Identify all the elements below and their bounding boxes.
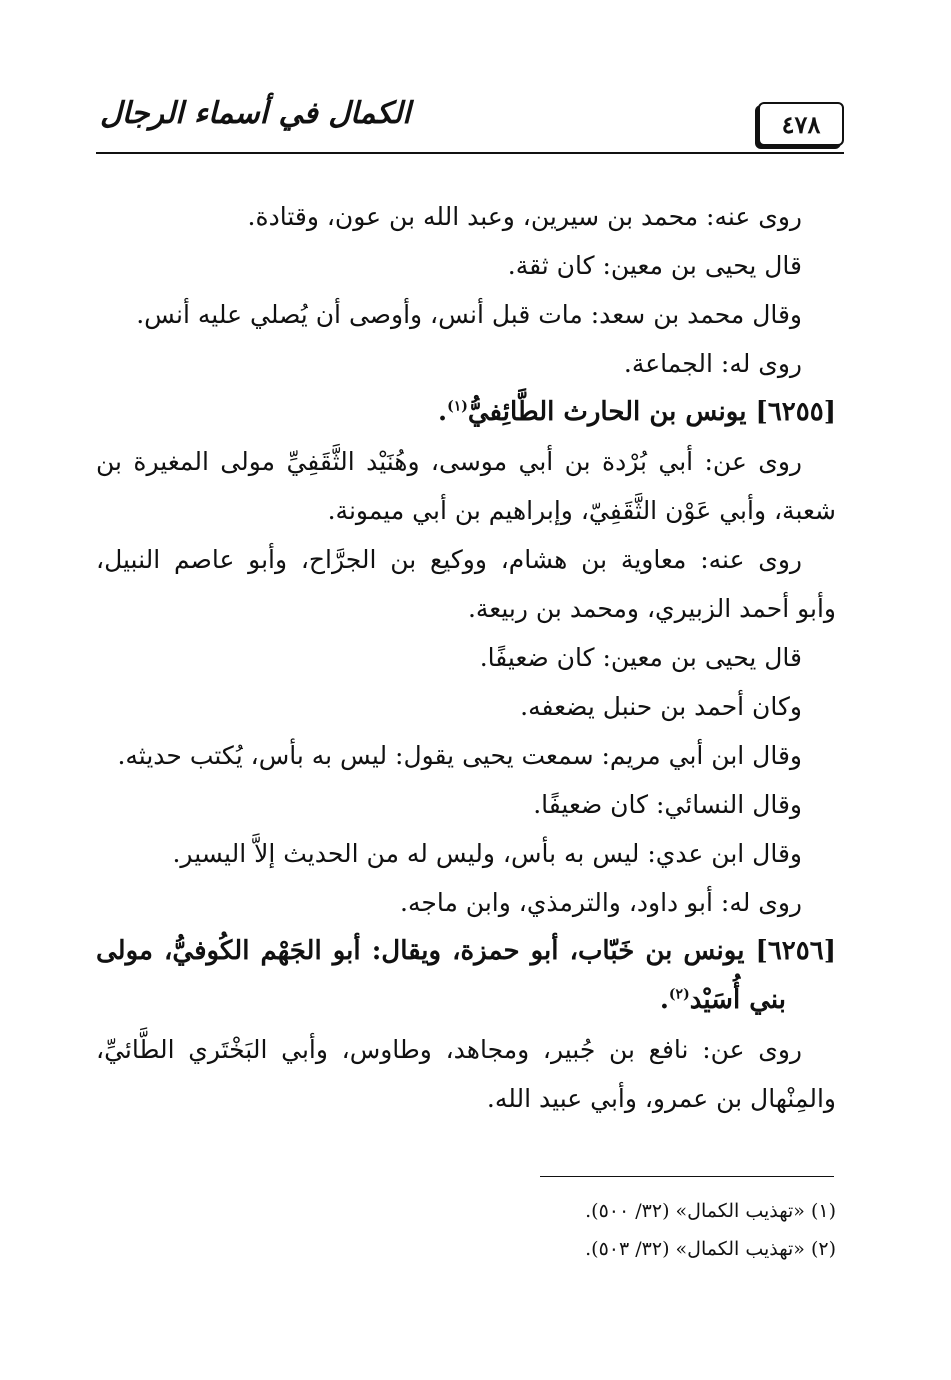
page-header <box>96 88 844 158</box>
entry-heading: [٦٢٥٦] يونس بن خَبّاب، أبو حمزة، ويقال: أبو الجَهْم الكُوفيُّ، مولى <box>96 936 836 966</box>
text-line: روى عن: نافع بن جُبير، ومجاهد، وطاوس، وأبي البَخْتَري الطَّائيِّ، <box>96 1035 802 1064</box>
text-line: قال يحيى بن معين: كان ثقة. <box>507 251 802 280</box>
text-line: وأبو أحمد الزبيري، ومحمد بن ربيعة. <box>467 594 836 623</box>
text-line: قال يحيى بن معين: كان ضعيفًا. <box>479 643 802 672</box>
text-line: روى عنه: معاوية بن هشام، ووكيع بن الجرَّاح، وأبو عاصم النبيل، <box>96 545 802 574</box>
book-title: الكمال في أسماء الرجال <box>100 96 411 131</box>
text-line: روى له: أبو داود، والترمذي، وابن ماجه. <box>400 888 802 917</box>
text-line: وقال محمد بن سعد: مات قبل أنس، وأوصى أن يُصلي عليه أنس. <box>136 300 802 329</box>
entry-heading-continuation: بني أُسَيْد$^{(٢)}$. <box>659 985 786 1015</box>
text-line: وكان أحمد بن حنبل يضعفه. <box>520 692 802 721</box>
main-text <box>96 192 836 1123</box>
text-line: روى عن: أبي بُرْدة بن أبي موسى، وهُنَيْد الثَّقَفِيِّ مولى المغيرة بن <box>96 447 802 476</box>
text-line: وقال ابن أبي مريم: سمعت يحيى يقول: ليس به بأس، يُكتب حديثه. <box>117 741 802 770</box>
text-line: شعبة، وأبي عَوْن الثَّقَفِيّ، وإبراهيم بن أبي ميمونة. <box>327 496 836 525</box>
footnote-ref: (٢) <box>668 986 690 1003</box>
text-line: وقال النسائي: كان ضعيفًا. <box>533 790 802 819</box>
footnote: (١) «تهذيب الكمال» (٣٢/ ٥٠٠). <box>585 1200 836 1222</box>
text-line: والمِنْهال بن عمرو، وأبي عبيد الله. <box>486 1084 836 1113</box>
text-line: روى عنه: محمد بن سيرين، وعبد الله بن عون، وقتادة. <box>247 202 802 231</box>
footnote-ref: (١) <box>447 398 468 415</box>
entry-heading: [٦٢٥٥] يونس بن الحارث الطَّائِفيُّ$^{(١)}$. <box>438 397 836 427</box>
footnotes <box>96 1192 836 1268</box>
header-divider <box>96 152 844 154</box>
entry-heading-text: [٦٢٥٥] يونس بن الحارث الطَّائِفيُّ <box>467 397 836 427</box>
text-line: روى له: الجماعة. <box>623 349 802 378</box>
footnote: (٢) «تهذيب الكمال» (٣٢/ ٥٠٣). <box>585 1238 836 1260</box>
entry-heading-text: بني أُسَيْد <box>689 985 786 1015</box>
page-number: ٤٧٨ <box>758 102 844 146</box>
footnote-divider <box>540 1176 834 1177</box>
text-line: وقال ابن عدي: ليس به بأس، وليس له من الحديث إلاَّ اليسير. <box>172 839 802 868</box>
